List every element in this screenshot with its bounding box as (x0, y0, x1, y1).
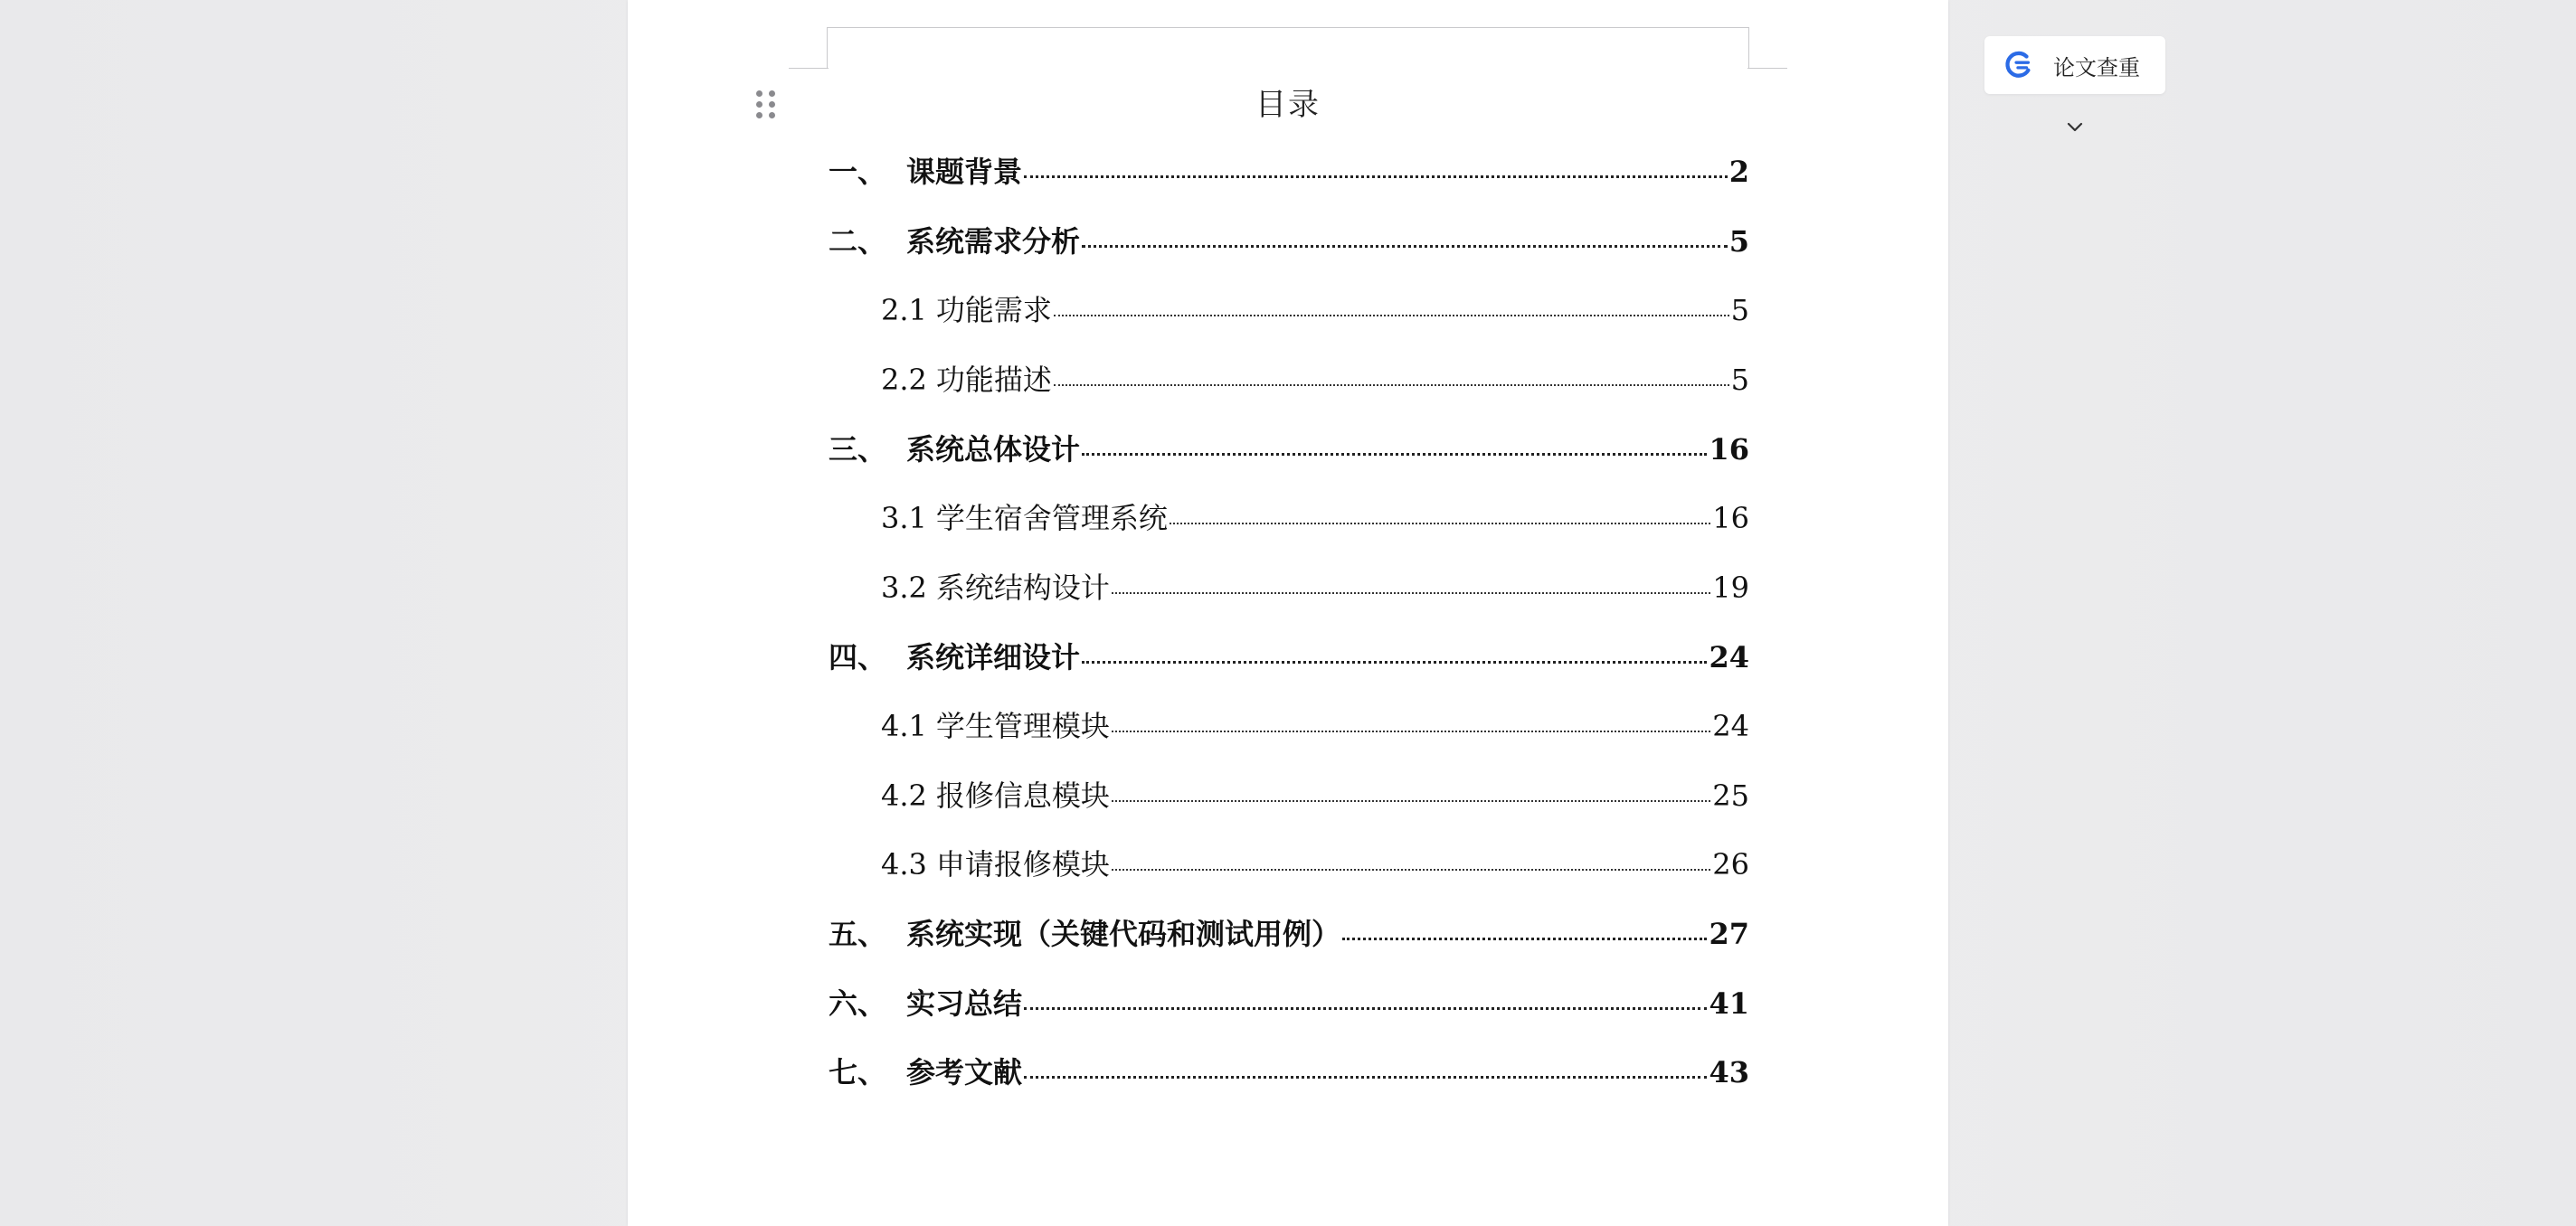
toc-dot-leader (1112, 731, 1710, 732)
document-page[interactable] (628, 0, 1948, 1226)
toc-entry-number: 五、 (829, 917, 887, 951)
page-header-area[interactable] (827, 27, 1749, 69)
toc-dot-leader (1342, 938, 1707, 940)
toc-entry-2-2[interactable] (881, 357, 1749, 402)
toc-dot-leader (1024, 175, 1728, 178)
toc-entry-7[interactable] (829, 1050, 1749, 1095)
toc-entry-number: 六、 (829, 986, 887, 1021)
toc-entry-label: 学生管理模块 (935, 709, 1110, 743)
toc-entry-page: 16 (1712, 501, 1749, 535)
toc-entry-number: 4.3 (881, 847, 927, 882)
toc-entry-number: 3.2 (881, 571, 927, 605)
plagiarism-check-logo-icon (2001, 48, 2035, 82)
toc-entry-number: 二、 (829, 224, 887, 259)
toc-entry-page: 25 (1712, 778, 1749, 813)
toc-entry-label: 申请报修模块 (935, 847, 1110, 882)
toc-entry-3[interactable] (829, 427, 1749, 472)
toc-entry-number: 七、 (829, 1055, 887, 1089)
toc-entry-6[interactable] (829, 981, 1749, 1026)
header-divider-right (1747, 68, 1787, 69)
toc-entry-1[interactable] (829, 149, 1749, 194)
toc-dot-leader (1024, 1076, 1707, 1079)
toc-entry-label: 系统结构设计 (935, 571, 1110, 605)
toc-entry-4-2[interactable] (881, 773, 1749, 818)
toc-entry-3-1[interactable] (881, 495, 1749, 541)
toc-dot-leader (1082, 661, 1707, 664)
toc-dot-leader (1054, 384, 1729, 386)
toc-dot-leader (1082, 245, 1728, 248)
toc-entry-page: 41 (1709, 986, 1749, 1021)
toc-entry-number: 2.2 (881, 363, 927, 397)
toc-entry-label: 参考文献 (906, 1055, 1023, 1089)
toc-entry-4-1[interactable] (881, 703, 1749, 749)
toc-entry-number: 三、 (829, 432, 887, 467)
toc-entry-label: 功能需求 (935, 293, 1052, 327)
toc-entry-number: 2.1 (881, 293, 927, 327)
toc-entry-page: 43 (1709, 1055, 1749, 1089)
toc-dot-leader (1054, 315, 1729, 316)
toc-entry-page: 26 (1712, 847, 1749, 882)
toc-dot-leader (1112, 869, 1710, 871)
toc-entry-page: 5 (1730, 363, 1749, 397)
toc-dot-leader (1112, 592, 1710, 594)
plagiarism-check-button[interactable] (1984, 36, 2165, 94)
chevron-down-icon[interactable] (2064, 116, 2086, 137)
toc-entry-label: 实习总结 (906, 986, 1023, 1021)
toc-entry-3-2[interactable] (881, 565, 1749, 610)
toc-entry-number: 4.1 (881, 709, 927, 743)
toc-entry-page: 5 (1730, 293, 1749, 327)
toc-title: 目录 (1255, 87, 1321, 123)
toc-entry-4-3[interactable] (881, 842, 1749, 887)
toc-entry-number: 3.1 (881, 501, 927, 535)
toc-entry-label: 功能描述 (935, 363, 1052, 397)
toc-entry-label: 系统总体设计 (906, 432, 1081, 467)
toc-entry-page: 5 (1728, 224, 1749, 259)
toc-dot-leader (1082, 453, 1707, 456)
toc-entry-label: 报修信息模块 (935, 778, 1110, 813)
toc-dot-leader (1170, 523, 1710, 524)
toc-entry-4[interactable] (829, 635, 1749, 680)
toc-entry-label: 系统实现（关键代码和测试用例） (906, 917, 1341, 951)
toc-entry-number: 四、 (829, 640, 887, 674)
toc-entry-page: 2 (1728, 155, 1749, 189)
toc-entry-number: 4.2 (881, 778, 927, 813)
toc-dot-leader (1024, 1007, 1707, 1010)
toc-entry-page: 27 (1709, 917, 1749, 951)
plagiarism-check-label: 论文查重 (2053, 54, 2140, 80)
toc-entry-2[interactable] (829, 219, 1749, 264)
toc-entry-label: 课题背景 (906, 155, 1023, 189)
toc-entry-label: 系统需求分析 (906, 224, 1081, 259)
toc-entry-page: 24 (1709, 640, 1749, 674)
toc-dot-leader (1112, 800, 1710, 802)
toc-entry-label: 系统详细设计 (906, 640, 1081, 674)
header-divider-left (789, 68, 829, 69)
toc-entry-label: 学生宿舍管理系统 (935, 501, 1168, 535)
toc-entry-5[interactable] (829, 911, 1749, 957)
toc-entry-number: 一、 (829, 155, 887, 189)
toc-entry-page: 19 (1712, 571, 1749, 605)
toc-entry-2-1[interactable] (881, 288, 1749, 333)
toc-entry-page: 16 (1709, 432, 1749, 467)
toc-entry-page: 24 (1712, 709, 1749, 743)
